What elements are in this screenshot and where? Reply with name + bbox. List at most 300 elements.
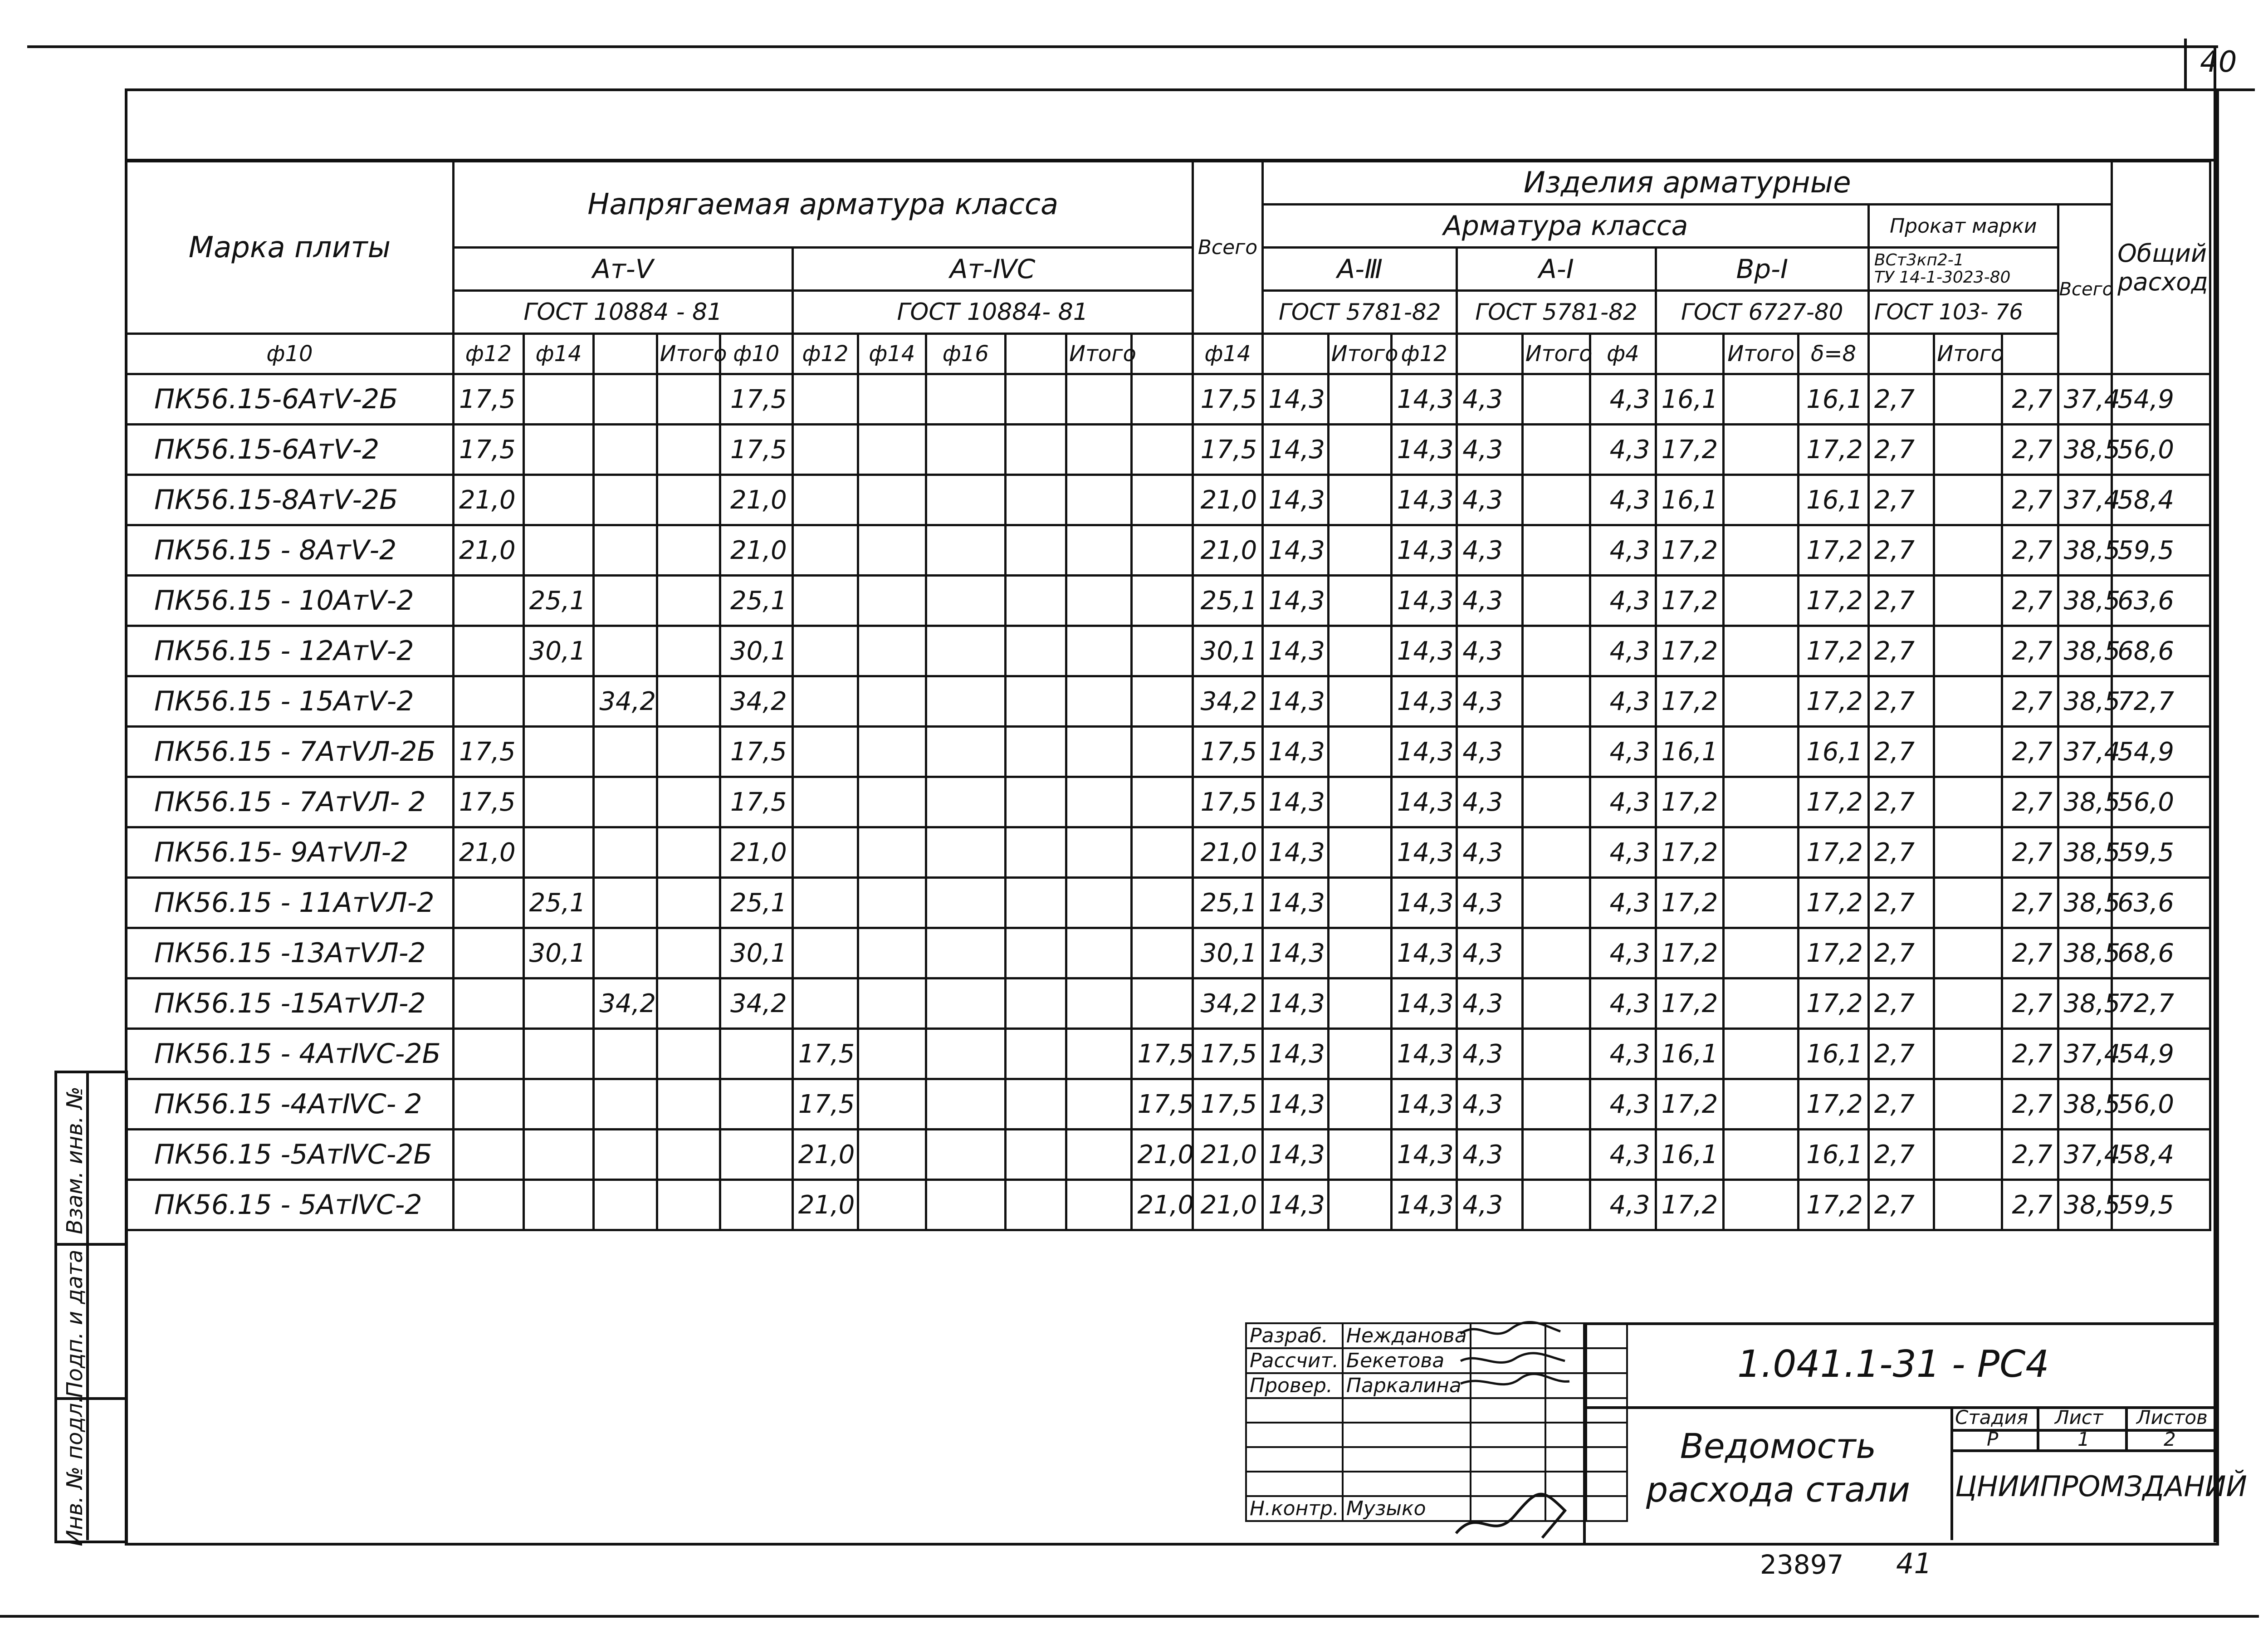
value-cell: 17,5 <box>1193 1079 1263 1130</box>
value-cell <box>1328 1180 1391 1230</box>
value-cell: 4,3 <box>1457 676 1522 727</box>
table-row <box>126 1079 2210 1130</box>
column-header <box>1457 334 1522 374</box>
value-cell <box>792 374 858 425</box>
value-cell <box>657 928 720 978</box>
header-total: Всего <box>1193 161 1263 334</box>
value-cell <box>858 374 926 425</box>
steel-consumption-table <box>125 160 2211 1231</box>
value-cell <box>657 676 720 727</box>
value-cell: 17,5 <box>453 425 523 475</box>
value-cell <box>1132 827 1193 878</box>
value-cell: 17,2 <box>1656 777 1724 827</box>
value-cell <box>1934 525 2002 576</box>
value-cell: 2,7 <box>1868 1029 1934 1079</box>
value-cell <box>926 1079 1005 1130</box>
value-cell <box>657 978 720 1029</box>
header-a1: А-Ⅰ <box>1457 248 1656 291</box>
value-cell: 16,1 <box>1656 1130 1724 1180</box>
value-cell: 4,3 <box>1457 1079 1522 1130</box>
value-cell <box>657 1029 720 1079</box>
value-cell: 59,5 <box>2112 827 2210 878</box>
value-cell: 38,5 <box>2058 827 2112 878</box>
value-cell: 17,2 <box>1799 576 1869 626</box>
value-cell <box>1724 475 1799 525</box>
value-cell <box>1522 525 1590 576</box>
value-cell <box>1005 525 1066 576</box>
value-cell: 17,2 <box>1656 626 1724 676</box>
value-cell <box>858 928 926 978</box>
value-cell: 54,9 <box>2112 1029 2210 1079</box>
value-cell: 21,0 <box>453 475 523 525</box>
value-cell: 21,0 <box>1193 827 1263 878</box>
value-cell <box>1522 1029 1590 1079</box>
value-cell: 30,1 <box>1193 626 1263 676</box>
value-cell <box>1005 827 1066 878</box>
value-cell <box>657 1180 720 1230</box>
value-cell <box>594 727 657 777</box>
header-rolled-spec <box>1868 248 2058 291</box>
value-cell: 16,1 <box>1799 1130 1869 1180</box>
value-cell <box>1724 1180 1799 1230</box>
value-cell: 21,0 <box>792 1130 858 1180</box>
value-cell <box>1522 727 1590 777</box>
value-cell <box>1934 878 2002 928</box>
bottom-border-line <box>0 1615 2259 1618</box>
value-cell <box>1724 978 1799 1029</box>
value-cell: 17,5 <box>720 727 792 777</box>
value-cell <box>1005 425 1066 475</box>
title-block-name: Нежданова <box>1343 1323 1471 1348</box>
value-cell: 4,3 <box>1590 475 1656 525</box>
doc-code: 1.041.1-31 - РС4 <box>1737 1343 2049 1386</box>
value-cell <box>657 727 720 777</box>
value-cell <box>1132 676 1193 727</box>
value-cell <box>926 626 1005 676</box>
title-block-role <box>1246 1472 1343 1496</box>
value-cell <box>1328 576 1391 626</box>
value-cell <box>858 827 926 878</box>
value-cell <box>1328 777 1391 827</box>
side-stamp-inv-orig: Инв. № подл. <box>62 1396 88 1546</box>
plate-mark-cell: ПК56.15 -15АтⅤЛ-2 <box>126 978 454 1029</box>
value-cell <box>1132 727 1193 777</box>
plate-mark-cell: ПК56.15 -4АтⅣС- 2 <box>126 1079 454 1130</box>
value-cell <box>1005 1029 1066 1079</box>
sheets-value: 2 <box>2164 1428 2176 1450</box>
value-cell: 17,2 <box>1799 827 1869 878</box>
plate-mark-cell: ПК56.15 - 7АтⅤЛ- 2 <box>126 777 454 827</box>
value-cell: 17,2 <box>1799 878 1869 928</box>
value-cell <box>1005 1079 1066 1130</box>
sheet-number: 40 <box>2200 45 2237 79</box>
value-cell: 17,2 <box>1656 1079 1724 1130</box>
column-header: ф10 <box>126 334 454 374</box>
value-cell <box>1724 1029 1799 1079</box>
title-block-name: Бекетова <box>1343 1348 1471 1373</box>
value-cell: 14,3 <box>1391 978 1457 1029</box>
value-cell: 4,3 <box>1457 878 1522 928</box>
value-cell <box>926 525 1005 576</box>
value-cell: 2,7 <box>2002 978 2058 1029</box>
value-cell <box>1066 576 1132 626</box>
column-header: ф14 <box>1193 334 1263 374</box>
value-cell: 14,3 <box>1263 1029 1328 1079</box>
value-cell <box>792 475 858 525</box>
value-cell <box>1066 978 1132 1029</box>
value-cell: 38,5 <box>2058 676 2112 727</box>
value-cell: 17,2 <box>1799 777 1869 827</box>
value-cell: 4,3 <box>1457 777 1522 827</box>
value-cell: 4,3 <box>1590 727 1656 777</box>
value-cell <box>1005 475 1066 525</box>
title-block-role <box>1246 1423 1343 1447</box>
value-cell <box>926 1180 1005 1230</box>
header-stressed: Напрягаемая арматура класса <box>453 161 1193 248</box>
organization: ЦНИИПРОМЗДАНИЙ <box>1955 1470 2247 1503</box>
plate-mark-cell: ПК56.15 - 11АтⅤЛ-2 <box>126 878 454 928</box>
value-cell: 17,2 <box>1656 1180 1724 1230</box>
value-cell <box>926 878 1005 928</box>
value-cell <box>1132 525 1193 576</box>
header-gost-a1: ГОСТ 5781-82 <box>1457 291 1656 334</box>
value-cell: 38,5 <box>2058 777 2112 827</box>
value-cell <box>594 576 657 626</box>
plate-mark-cell: ПК56.15 -5АтⅣС-2Б <box>126 1130 454 1180</box>
value-cell <box>1522 1130 1590 1180</box>
header-rolled-grade: ВСт3кп2-1 <box>1874 251 1964 269</box>
value-cell <box>1724 576 1799 626</box>
value-cell: 72,7 <box>2112 676 2210 727</box>
value-cell <box>594 374 657 425</box>
value-cell: 2,7 <box>1868 1130 1934 1180</box>
column-header <box>1132 334 1193 374</box>
value-cell <box>858 576 926 626</box>
value-cell: 63,6 <box>2112 576 2210 626</box>
column-header-row <box>126 334 2210 374</box>
value-cell <box>858 777 926 827</box>
value-cell <box>792 928 858 978</box>
column-header: ф4 <box>1590 334 1656 374</box>
value-cell <box>657 576 720 626</box>
value-cell: 4,3 <box>1590 676 1656 727</box>
value-cell: 34,2 <box>594 676 657 727</box>
value-cell: 72,7 <box>2112 978 2210 1029</box>
value-cell: 17,2 <box>1799 676 1869 727</box>
value-cell: 2,7 <box>1868 525 1934 576</box>
value-cell: 17,2 <box>1656 425 1724 475</box>
column-header: Итого <box>1066 334 1132 374</box>
sheet-label: Лист <box>2055 1406 2103 1429</box>
signature-scribbles <box>1452 1316 1588 1551</box>
table-row <box>126 374 2210 425</box>
value-cell <box>858 425 926 475</box>
plate-mark-cell: ПК56.15 - 5АтⅣС-2 <box>126 1180 454 1230</box>
value-cell: 17,2 <box>1799 525 1869 576</box>
value-cell: 14,3 <box>1263 626 1328 676</box>
value-cell <box>1328 1130 1391 1180</box>
column-header: ф10 <box>720 334 792 374</box>
value-cell <box>1328 525 1391 576</box>
value-cell: 4,3 <box>1590 827 1656 878</box>
value-cell <box>1934 928 2002 978</box>
value-cell <box>523 1130 594 1180</box>
value-cell: 4,3 <box>1590 425 1656 475</box>
value-cell <box>1934 676 2002 727</box>
stage-value: Р <box>1987 1428 1999 1450</box>
value-cell: 14,3 <box>1263 374 1328 425</box>
value-cell: 16,1 <box>1799 475 1869 525</box>
value-cell <box>926 475 1005 525</box>
column-header: ф12 <box>453 334 523 374</box>
value-cell <box>1066 827 1132 878</box>
header-plate-mark: Марка плиты <box>126 161 454 334</box>
value-cell: 14,3 <box>1391 1130 1457 1180</box>
value-cell <box>1066 676 1132 727</box>
value-cell <box>858 676 926 727</box>
value-cell: 38,5 <box>2058 525 2112 576</box>
value-cell: 17,5 <box>453 727 523 777</box>
value-cell: 14,3 <box>1391 626 1457 676</box>
value-cell: 17,2 <box>1656 576 1724 626</box>
value-cell: 2,7 <box>2002 475 2058 525</box>
value-cell: 30,1 <box>720 928 792 978</box>
value-cell <box>1066 928 1132 978</box>
value-cell: 14,3 <box>1391 1079 1457 1130</box>
value-cell: 2,7 <box>2002 626 2058 676</box>
value-cell <box>1934 576 2002 626</box>
doc-title <box>1615 1424 1941 1512</box>
value-cell: 2,7 <box>2002 1029 2058 1079</box>
value-cell <box>1328 827 1391 878</box>
value-cell: 14,3 <box>1263 878 1328 928</box>
value-cell: 16,1 <box>1656 727 1724 777</box>
value-cell <box>1066 1130 1132 1180</box>
value-cell <box>1522 827 1590 878</box>
value-cell <box>1328 374 1391 425</box>
stage-label: Стадия <box>1955 1406 2028 1429</box>
column-header: ф14 <box>858 334 926 374</box>
table-row <box>126 827 2210 878</box>
value-cell: 4,3 <box>1590 626 1656 676</box>
value-cell <box>1522 576 1590 626</box>
value-cell <box>1132 928 1193 978</box>
value-cell <box>1066 878 1132 928</box>
value-cell: 2,7 <box>2002 878 2058 928</box>
value-cell: 4,3 <box>1590 1079 1656 1130</box>
top-border-line <box>27 45 2218 48</box>
value-cell <box>1934 626 2002 676</box>
value-cell: 14,3 <box>1391 576 1457 626</box>
value-cell: 17,2 <box>1799 1180 1869 1230</box>
value-cell: 58,4 <box>2112 475 2210 525</box>
value-cell: 14,3 <box>1263 525 1328 576</box>
column-header: Итого <box>657 334 720 374</box>
value-cell <box>523 676 594 727</box>
value-cell <box>657 1130 720 1180</box>
value-cell: 59,5 <box>2112 1180 2210 1230</box>
value-cell: 4,3 <box>1457 425 1522 475</box>
value-cell <box>1328 626 1391 676</box>
value-cell: 2,7 <box>2002 1079 2058 1130</box>
value-cell <box>594 1130 657 1180</box>
value-cell: 58,4 <box>2112 1130 2210 1180</box>
value-cell <box>792 777 858 827</box>
value-cell: 4,3 <box>1457 374 1522 425</box>
value-cell: 2,7 <box>1868 727 1934 777</box>
value-cell <box>1005 1180 1066 1230</box>
table-row <box>126 1130 2210 1180</box>
signature-4 <box>1456 1494 1565 1538</box>
value-cell <box>926 425 1005 475</box>
value-cell <box>1132 978 1193 1029</box>
table-row <box>126 525 2210 576</box>
value-cell <box>926 827 1005 878</box>
value-cell <box>1934 827 2002 878</box>
value-cell <box>1724 727 1799 777</box>
value-cell <box>453 576 523 626</box>
value-cell <box>1934 727 2002 777</box>
value-cell: 16,1 <box>1656 475 1724 525</box>
signature-3 <box>1461 1374 1569 1384</box>
value-cell <box>594 1079 657 1130</box>
value-cell: 68,6 <box>2112 626 2210 676</box>
bottom-page: 41 <box>1896 1547 1932 1580</box>
value-cell <box>1328 878 1391 928</box>
table-row <box>126 1029 2210 1079</box>
value-cell: 21,0 <box>720 525 792 576</box>
value-cell <box>594 626 657 676</box>
value-cell <box>1522 676 1590 727</box>
value-cell: 2,7 <box>2002 1180 2058 1230</box>
value-cell <box>1005 374 1066 425</box>
value-cell: 68,6 <box>2112 928 2210 978</box>
header-gost-vr1: ГОСТ 6727-80 <box>1656 291 1868 334</box>
value-cell <box>1724 928 1799 978</box>
value-cell: 17,2 <box>1656 827 1724 878</box>
value-cell: 38,5 <box>2058 1079 2112 1130</box>
value-cell <box>1934 777 2002 827</box>
value-cell <box>858 978 926 1029</box>
value-cell: 34,2 <box>720 978 792 1029</box>
value-cell: 4,3 <box>1457 1180 1522 1230</box>
column-header <box>1868 334 1934 374</box>
value-cell <box>1724 1079 1799 1130</box>
value-cell <box>792 978 858 1029</box>
value-cell <box>1934 1079 2002 1130</box>
value-cell <box>1005 576 1066 626</box>
column-header <box>1263 334 1328 374</box>
value-cell: 17,5 <box>1193 374 1263 425</box>
value-cell: 4,3 <box>1457 475 1522 525</box>
value-cell: 2,7 <box>2002 928 2058 978</box>
value-cell <box>1522 475 1590 525</box>
value-cell: 4,3 <box>1590 928 1656 978</box>
value-cell <box>1132 475 1193 525</box>
value-cell <box>926 727 1005 777</box>
title-block-divider <box>2037 1406 2039 1452</box>
sheet-value: 1 <box>2077 1428 2090 1450</box>
plate-mark-cell: ПК56.15-6АтⅤ-2 <box>126 425 454 475</box>
value-cell: 4,3 <box>1457 727 1522 777</box>
table-row <box>126 777 2210 827</box>
value-cell <box>523 1180 594 1230</box>
value-cell <box>1522 978 1590 1029</box>
value-cell: 4,3 <box>1590 525 1656 576</box>
value-cell: 25,1 <box>720 878 792 928</box>
value-cell <box>792 878 858 928</box>
value-cell: 37,4 <box>2058 1130 2112 1180</box>
value-cell <box>1132 777 1193 827</box>
title-block-role <box>1246 1447 1343 1472</box>
value-cell: 38,5 <box>2058 626 2112 676</box>
value-cell <box>1328 676 1391 727</box>
value-cell: 14,3 <box>1263 928 1328 978</box>
value-cell: 21,0 <box>1132 1180 1193 1230</box>
value-cell <box>1328 978 1391 1029</box>
value-cell <box>1066 727 1132 777</box>
value-cell <box>657 878 720 928</box>
column-header: ф14 <box>523 334 594 374</box>
value-cell: 38,5 <box>2058 1180 2112 1230</box>
value-cell: 37,4 <box>2058 727 2112 777</box>
value-cell <box>1066 626 1132 676</box>
column-header: ф16 <box>926 334 1005 374</box>
table-row <box>126 978 2210 1029</box>
value-cell <box>1522 1180 1590 1230</box>
value-cell: 37,4 <box>2058 475 2112 525</box>
value-cell <box>1132 626 1193 676</box>
value-cell: 17,5 <box>720 777 792 827</box>
value-cell: 2,7 <box>2002 425 2058 475</box>
value-cell: 14,3 <box>1391 1180 1457 1230</box>
value-cell <box>926 777 1005 827</box>
value-cell <box>926 1029 1005 1079</box>
value-cell: 34,2 <box>720 676 792 727</box>
value-cell: 2,7 <box>2002 1130 2058 1180</box>
value-cell <box>1132 374 1193 425</box>
table-row <box>126 727 2210 777</box>
value-cell <box>523 425 594 475</box>
value-cell <box>453 676 523 727</box>
value-cell: 2,7 <box>1868 425 1934 475</box>
table-row <box>126 1180 2210 1230</box>
value-cell <box>792 425 858 475</box>
value-cell: 2,7 <box>1868 374 1934 425</box>
value-cell: 4,3 <box>1590 1130 1656 1180</box>
title-block-role: Н.контр. <box>1246 1496 1343 1521</box>
table-row <box>126 626 2210 676</box>
value-cell <box>1005 978 1066 1029</box>
plate-mark-cell: ПК56.15 - 4АтⅣС-2Б <box>126 1029 454 1079</box>
signature-1 <box>1461 1322 1560 1334</box>
plate-mark-cell: ПК56.15- 9АтⅤЛ-2 <box>126 827 454 878</box>
value-cell: 4,3 <box>1590 777 1656 827</box>
value-cell: 30,1 <box>523 928 594 978</box>
value-cell <box>657 425 720 475</box>
value-cell: 4,3 <box>1590 576 1656 626</box>
header-at-ivc: Ат-ⅣС <box>792 248 1193 291</box>
value-cell <box>1005 878 1066 928</box>
value-cell <box>1522 777 1590 827</box>
side-stamp-sign-date: Подп. и дата <box>62 1249 88 1398</box>
value-cell: 14,3 <box>1391 878 1457 928</box>
header-gost-a3: ГОСТ 5781-82 <box>1263 291 1457 334</box>
plate-mark-cell: ПК56.15 - 10АтⅤ-2 <box>126 576 454 626</box>
value-cell: 17,5 <box>453 374 523 425</box>
value-cell: 30,1 <box>720 626 792 676</box>
header-gost-at-v: ГОСТ 10884 - 81 <box>453 291 792 334</box>
